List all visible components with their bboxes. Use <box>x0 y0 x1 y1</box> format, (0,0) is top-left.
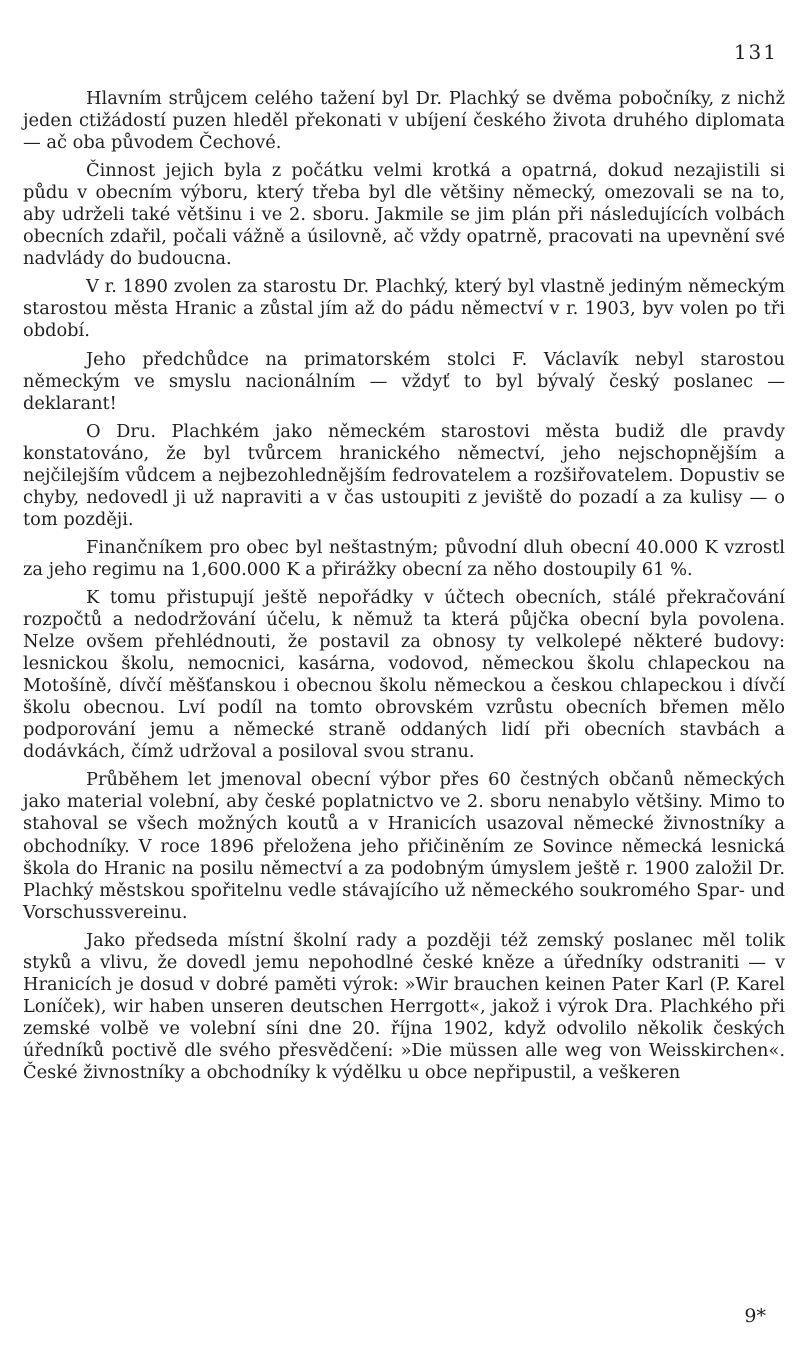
signature-mark: 9* <box>744 1305 766 1327</box>
paragraph-7: K tomu přistupují ještě nepořádky v účtech obecních, stálé překračování rozpočtů a nedodržování účelu, k němuž ta která půjčka obecní byla povolena. Nelze ovšem přehlédnouti, že postavil za obnosy ty velkolepé některé budovy: lesnickou školu, nemocnici, kasárna, vodovod, německou školu chlapeckou na Motošíně, dívčí měšťanskou i obecnou školu německou a českou chlapeckou i dívčí školu obecnou. Lví podíl na tomto obrovském vzrůstu obecních břemen mělo podporování jemu a německé straně oddaných lidí při obecních stavbách a dodávkách, čímž udržoval a posiloval svou stranu. <box>23 586 785 763</box>
paragraph-3: V r. 1890 zvolen za starostu Dr. Plachký, který byl vlastně jediným německým starostou města Hranic a zůstal jím až do pádu němectví v r. 1903, byv volen po tři období. <box>23 276 785 342</box>
paragraph-5: O Dru. Plachkém jako německém starostovi města budiž dle pravdy konstatováno, že byl tvůrcem hranického němectví, jeho nejschopnějším a nejčilejším vůdcem a nejbezohlednějším fedrovatelem a rozšiřovatelem. Dopustiv se chyby, nedovedl ji už napraviti a v čas ustoupiti z jeviště do pozadí a za kulisy — o tom později. <box>23 420 785 530</box>
paragraph-9: Jako předseda místní školní rady a později též zemský poslanec měl tolik styků a vlivu, že dovedl jemu nepohodlné české kněze a úředníky odstraniti — v Hranicích je dosud v dobré paměti výrok: »Wir brauchen keinen Pater Karl (P. Karel Loníček), wir haben unseren deutschen Herrgott«, jakož i výrok Dra. Plachkého při zemské volbě ve volební síni dne 20. října 1902, když odvolilo několik českých úředníků poctivě dle svého přesvědčení: »Die müssen alle weg von Weisskirchen«. České živnostníky a obchodníky k výdělku u obce nepřipustil, a veškeren <box>23 929 785 1083</box>
paragraph-8: Průběhem let jmenoval obecní výbor přes 60 čestných občanů německých jako material volební, aby české poplatnictvo ve 2. sboru nenabylo většiny. Mimo to stahoval se všech možných koutů a v Hranicích usazoval německé živnostníky a obchodníky. V roce 1896 přeložena jeho přičiněním ze Sovince německá lesnická škola do Hranic na posilu němectví a za podobným úmyslem ještě r. 1900 založil Dr. Plachký městskou spořitelnu vedle stávajícího už německého soukromého Spar- und Vorschussvereinu. <box>23 769 785 923</box>
paragraph-6: Finančníkem pro obec byl neštastným; původní dluh obecní 40.000 K vzrostl za jeho regimu na 1,600.000 K a přirážky obecní za něho dostoupily 61 %. <box>23 536 785 580</box>
paragraph-1: Hlavním strůjcem celého tažení byl Dr. Plachký se dvěma pobočníky, z nichž jeden ctižádostí puzen hleděl překonati v ubíjení českého života druhého diplomata — ač oba původem Čechové. <box>23 88 785 154</box>
paragraph-2: Činnost jejich byla z počátku velmi krotká a opatrná, dokud nezajistili si půdu v obecním výboru, který třeba byl dle většiny německý, omezovali se na to, aby udrželi také většinu i ve 2. sboru. Jakmile se jim plán při následujících volbách obecních zdařil, počali vážně a úsilovně, ač vždy opatrně, pracovati na upevnění své nadvlády do budoucna. <box>23 160 785 270</box>
page-number: 131 <box>733 40 778 64</box>
body-text <box>23 88 785 1090</box>
paragraph-4: Jeho předchůdce na primatorském stolci F. Václavík nebyl starostou německým ve smyslu nacionálním — vždyť to byl bývalý český poslanec — deklarant! <box>23 348 785 414</box>
